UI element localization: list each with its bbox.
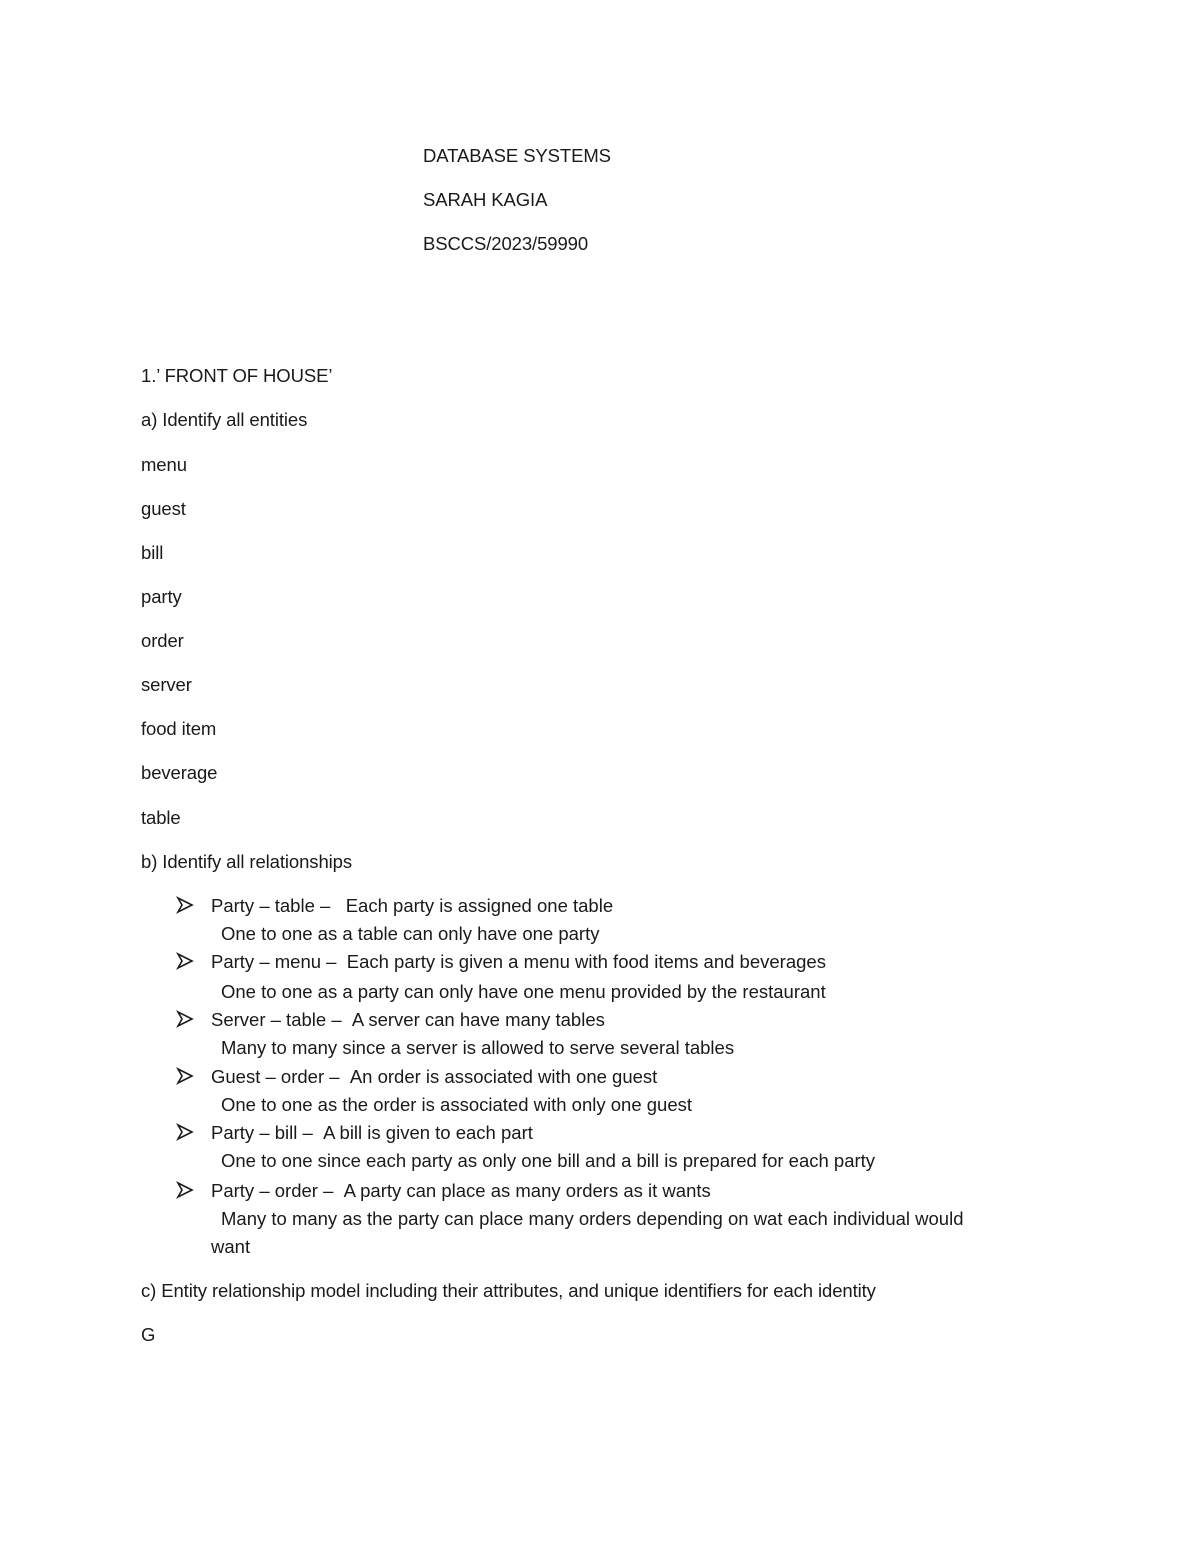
arrowhead-bullet-icon bbox=[176, 896, 194, 914]
relationship-description: A party can place as many orders as it wants bbox=[343, 1180, 711, 1201]
student-name: SARAH KAGIA bbox=[423, 189, 548, 210]
entity-item: party bbox=[141, 586, 182, 607]
arrowhead-bullet-icon bbox=[176, 1181, 194, 1199]
arrowhead-bullet-icon bbox=[176, 1010, 194, 1028]
relationship-description: An order is associated with one guest bbox=[349, 1066, 658, 1087]
relationship-description: A bill is given to each part bbox=[323, 1122, 533, 1143]
relationship-text bbox=[211, 951, 826, 973]
entity-item: beverage bbox=[141, 762, 218, 783]
relationship-pair: Guest – order – bbox=[211, 1066, 340, 1087]
relationship-text bbox=[211, 895, 613, 917]
relationship-pair: Party – table – bbox=[211, 895, 331, 916]
part-b-heading: b) Identify all relationships bbox=[141, 851, 352, 872]
entity-item: guest bbox=[141, 498, 186, 519]
relationship-explanation-continued: want bbox=[211, 1236, 251, 1257]
relationship-pair: Party – order – bbox=[211, 1180, 334, 1201]
part-a-heading: a) Identify all entities bbox=[141, 409, 308, 430]
course-title: DATABASE SYSTEMS bbox=[423, 145, 611, 166]
relationship-description: Each party is given a menu with food items and beverages bbox=[346, 951, 826, 972]
part-c-heading: c) Entity relationship model including their attributes, and unique identifiers for each identity bbox=[141, 1280, 876, 1301]
relationship-explanation: Many to many since a server is allowed to serve several tables bbox=[221, 1037, 735, 1058]
question-title: 1.’ FRONT OF HOUSE’ bbox=[141, 365, 333, 386]
entity-item: menu bbox=[141, 454, 187, 475]
relationship-text bbox=[211, 1122, 533, 1144]
part-c-content: G bbox=[141, 1324, 156, 1345]
relationship-explanation: One to one since each party as only one bill and a bill is prepared for each party bbox=[221, 1150, 876, 1171]
relationship-text bbox=[211, 1180, 711, 1202]
entity-item: server bbox=[141, 674, 192, 695]
relationship-description: Each party is assigned one table bbox=[345, 895, 614, 916]
student-id: BSCCS/2023/59990 bbox=[423, 233, 589, 254]
relationship-pair: Server – table – bbox=[211, 1009, 342, 1030]
relationship-description: A server can have many tables bbox=[351, 1009, 605, 1030]
arrowhead-bullet-icon bbox=[176, 952, 194, 970]
entity-item: food item bbox=[141, 718, 217, 739]
relationship-explanation: Many to many as the party can place many orders depending on wat each individual would bbox=[221, 1208, 964, 1229]
entity-item: bill bbox=[141, 542, 164, 563]
entity-item: table bbox=[141, 807, 181, 828]
relationship-explanation: One to one as the order is associated with only one guest bbox=[221, 1094, 693, 1115]
arrowhead-bullet-icon bbox=[176, 1067, 194, 1085]
arrowhead-bullet-icon bbox=[176, 1123, 194, 1141]
relationship-text bbox=[211, 1066, 657, 1088]
relationship-pair: Party – bill – bbox=[211, 1122, 313, 1143]
relationship-explanation: One to one as a party can only have one menu provided by the restaurant bbox=[221, 981, 826, 1002]
relationship-explanation: One to one as a table can only have one party bbox=[221, 923, 600, 944]
entity-item: order bbox=[141, 630, 184, 651]
relationship-pair: Party – menu – bbox=[211, 951, 337, 972]
relationship-text bbox=[211, 1009, 605, 1031]
